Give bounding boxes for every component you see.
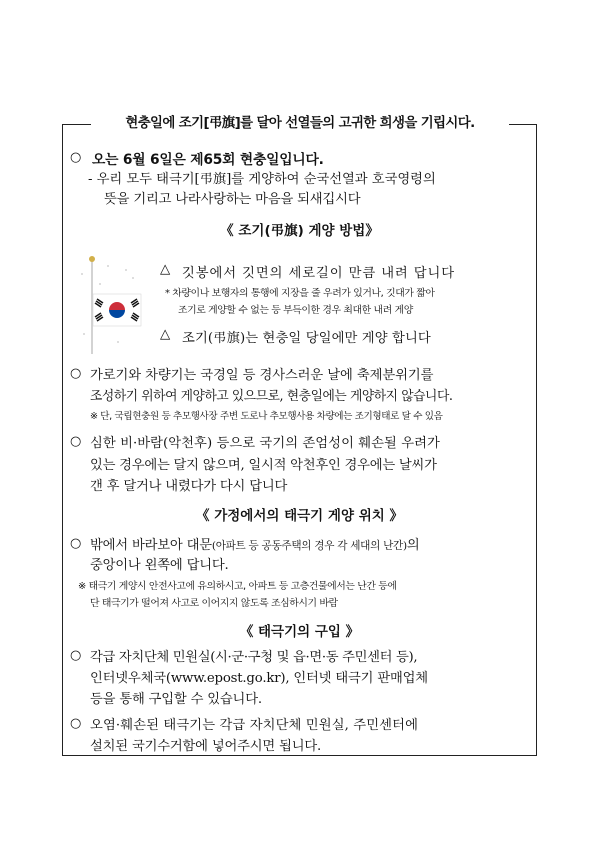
bullet: ○ [70,434,82,449]
home-line-main: 밖에서 바라보아 대문 [90,538,212,553]
home-line-end: 의 [406,538,420,553]
home-note: 단 태극기가 떨어져 사고로 이어지지 않도록 조심하시기 바람 [90,598,338,609]
half-mast-flag-icon [78,254,148,354]
weather-line: 심한 비·바람(악천후) 등으로 국기의 존엄성이 훼손될 우려가 [90,436,440,451]
purchase-heading: 《 태극기의 구입 》 [239,624,360,640]
method-item: 깃봉에서 깃면의 세로길이 만큼 내려 답니다 [182,266,456,281]
weather-line: 갠 후 달거나 내렸다가 다시 답니다 [90,479,288,494]
triangle-marker: △ [160,262,171,277]
damaged-line: 설치된 국기수거함에 넣어주시면 됩니다. [90,739,322,754]
street-line: 가로기와 차량기는 국경일 등 경사스러운 날에 축제분위기를 [90,368,434,383]
bullet: ○ [70,536,82,551]
bullet: ○ [70,366,82,381]
method-note: * 차량이나 보행자의 통행에 지장을 줄 우려가 있거나, 깃대가 짧아 [165,288,435,299]
weather-line: 있는 경우에는 달지 않으며, 일시적 악천후인 경우에는 날씨가 [90,458,437,473]
triangle-marker: △ [160,327,171,342]
purchase-line: 인터넷우체국(www.epost.go.kr), 인터넷 태극기 판매업체 [90,671,428,686]
street-note: ※ 단, 국립현충원 등 추모행사장 주변 도로나 추모행사용 차량에는 조기형태로 달 수 있음 [90,411,443,422]
bullet: ○ [70,716,82,731]
purchase-line: 등을 통해 구입할 수 있습니다. [90,692,262,707]
bullet: ○ [70,648,82,663]
home-note: ※ 태극기 게양시 안전사고에 유의하시고, 아파트 등 고층건물에서는 난간 등에 [78,581,397,592]
intro-title: 오는 6월 6일은 제65회 현충일입니다. [92,152,324,168]
home-heading: 《 가정에서의 태극기 게양 위치 》 [196,508,403,524]
notice-title: 현충일에 조기[弔旗]를 달아 선열들의 고귀한 희생을 기립시다. [91,112,509,136]
bullet: ○ [70,150,82,165]
home-line-paren: (아파트 등 공동주택의 경우 각 세대의 난간) [211,540,407,552]
street-line: 조성하기 위하여 게양하고 있으므로, 현충일에는 게양하지 않습니다. [90,389,453,404]
intro-line: - 우리 모두 태극기[弔旗]를 게양하여 순국선열과 호국영령의 [88,172,436,187]
home-line [90,534,419,553]
purchase-line: 각급 자치단체 민원실(시·군·구청 및 읍·면·동 주민센터 등), [90,650,418,665]
intro-line: 뜻을 기리고 나라사랑하는 마음을 되새깁시다 [104,192,361,207]
home-line: 중앙이나 왼쪽에 답니다. [90,558,229,573]
method-note: 조기로 게양할 수 없는 등 부득이한 경우 최대한 내려 게양 [178,305,413,316]
method-item: 조기(弔旗)는 현충일 당일에만 게양 합니다 [182,331,431,346]
method-heading: 《 조기(弔旗) 게양 방법》 [220,223,379,239]
damaged-line: 오염·훼손된 태극기는 각급 자치단체 민원실, 주민센터에 [90,718,419,733]
